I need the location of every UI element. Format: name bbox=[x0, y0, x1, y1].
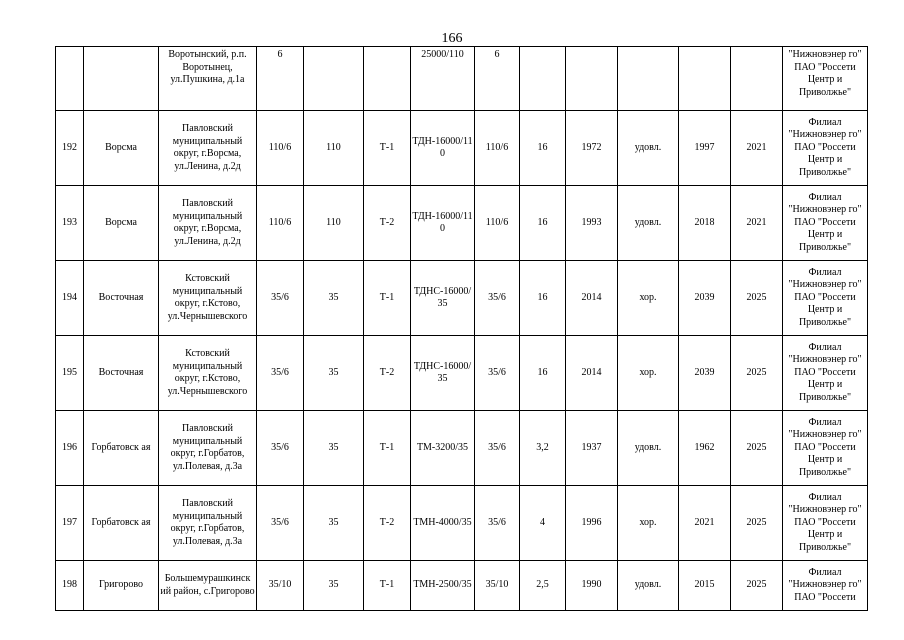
cell-trans-id: Т-2 bbox=[364, 486, 411, 561]
cell-year: 1990 bbox=[566, 561, 618, 611]
cell-address: Кстовский муниципальный округ, г.Кстово, ул.Чернышевского bbox=[159, 336, 257, 411]
cell-voltage: 35/10 bbox=[257, 561, 304, 611]
cell-trans-id: Т-1 bbox=[364, 111, 411, 186]
cell-name: Горбатовск ая bbox=[84, 411, 159, 486]
cell-v-upper: 35 bbox=[304, 561, 364, 611]
cell-name: Горбатовск ая bbox=[84, 486, 159, 561]
cell-year-plan bbox=[679, 47, 731, 111]
cell-type: ТДН-16000/110 bbox=[411, 111, 475, 186]
cell-type: ТДН-16000/110 bbox=[411, 186, 475, 261]
cell-year-plan: 1962 bbox=[679, 411, 731, 486]
cell-v-upper: 35 bbox=[304, 486, 364, 561]
cell-owner: Филиал "Нижновэнер го" ПАО "Россети Центр и Приволжье" bbox=[783, 186, 868, 261]
cell-power: 4 bbox=[520, 486, 566, 561]
cell-voltage: 110/6 bbox=[257, 111, 304, 186]
cell-voltage: 35/6 bbox=[257, 411, 304, 486]
cell-power: 16 bbox=[520, 261, 566, 336]
cell-v-upper: 110 bbox=[304, 111, 364, 186]
cell-voltage: 35/6 bbox=[257, 261, 304, 336]
cell-num: 193 bbox=[56, 186, 84, 261]
cell-address: Павловский муниципальный округ, г.Ворсма, ул.Ленина, д.2д bbox=[159, 111, 257, 186]
cell-type: ТМН-4000/35 bbox=[411, 486, 475, 561]
cell-trans-id: Т-2 bbox=[364, 336, 411, 411]
cell-year: 2014 bbox=[566, 336, 618, 411]
cell-power: 2,5 bbox=[520, 561, 566, 611]
cell-trans-id: Т-2 bbox=[364, 186, 411, 261]
cell-owner: Филиал "Нижновэнер го" ПАО "Россети bbox=[783, 561, 868, 611]
cell-num: 197 bbox=[56, 486, 84, 561]
cell-t-voltage: 35/6 bbox=[475, 486, 520, 561]
cell-t-voltage: 110/6 bbox=[475, 186, 520, 261]
cell-power: 3,2 bbox=[520, 411, 566, 486]
cell-owner: Филиал "Нижновэнер го" ПАО "Россети Центр и Приволжье" bbox=[783, 336, 868, 411]
cell-t-voltage: 35/6 bbox=[475, 336, 520, 411]
cell-owner: Филиал "Нижновэнер го" ПАО "Россети Центр и Приволжье" bbox=[783, 486, 868, 561]
cell-address: Павловский муниципальный округ, г.Ворсма, ул.Ленина, д.2д bbox=[159, 186, 257, 261]
cell-year-repl: 2025 bbox=[731, 261, 783, 336]
cell-state: хор. bbox=[618, 486, 679, 561]
cell-power: 16 bbox=[520, 336, 566, 411]
cell-name bbox=[84, 47, 159, 111]
cell-num: 192 bbox=[56, 111, 84, 186]
cell-owner: Филиал "Нижновэнер го" ПАО "Россети Центр и Приволжье" bbox=[783, 411, 868, 486]
cell-name: Восточная bbox=[84, 261, 159, 336]
cell-year-plan: 1997 bbox=[679, 111, 731, 186]
cell-year: 1993 bbox=[566, 186, 618, 261]
cell-address: Павловский муниципальный округ, г.Горбатов, ул.Полевая, д.3а bbox=[159, 486, 257, 561]
cell-voltage: 110/6 bbox=[257, 186, 304, 261]
cell-state: хор. bbox=[618, 336, 679, 411]
cell-trans-id: Т-1 bbox=[364, 261, 411, 336]
cell-year-plan: 2015 bbox=[679, 561, 731, 611]
cell-voltage: 35/6 bbox=[257, 486, 304, 561]
cell-power bbox=[520, 47, 566, 111]
cell-year-plan: 2039 bbox=[679, 261, 731, 336]
substation-table bbox=[55, 46, 868, 611]
cell-num bbox=[56, 47, 84, 111]
cell-year-plan: 2018 bbox=[679, 186, 731, 261]
cell-year-plan: 2039 bbox=[679, 336, 731, 411]
cell-year: 1937 bbox=[566, 411, 618, 486]
cell-t-voltage: 35/10 bbox=[475, 561, 520, 611]
cell-year-repl: 2021 bbox=[731, 186, 783, 261]
cell-type: 25000/110 bbox=[411, 47, 475, 111]
cell-address: Воротынский, р.п. Воротынец, ул.Пушкина, д.1а bbox=[159, 47, 257, 111]
cell-name: Восточная bbox=[84, 336, 159, 411]
cell-v-upper bbox=[304, 47, 364, 111]
cell-name: Ворсма bbox=[84, 111, 159, 186]
table-row bbox=[56, 336, 868, 411]
cell-type: ТДНС-16000/35 bbox=[411, 261, 475, 336]
cell-year-repl: 2025 bbox=[731, 486, 783, 561]
cell-voltage: 6 bbox=[257, 47, 304, 111]
cell-state: хор. bbox=[618, 261, 679, 336]
cell-v-upper: 35 bbox=[304, 411, 364, 486]
cell-trans-id: Т-1 bbox=[364, 411, 411, 486]
table-row bbox=[56, 186, 868, 261]
cell-trans-id bbox=[364, 47, 411, 111]
cell-state: удовл. bbox=[618, 111, 679, 186]
table-row bbox=[56, 47, 868, 111]
cell-year-repl: 2021 bbox=[731, 111, 783, 186]
cell-power: 16 bbox=[520, 186, 566, 261]
page-number: 166 bbox=[441, 31, 463, 46]
table-row bbox=[56, 411, 868, 486]
cell-v-upper: 35 bbox=[304, 336, 364, 411]
cell-state bbox=[618, 47, 679, 111]
cell-year-plan: 2021 bbox=[679, 486, 731, 561]
cell-num: 195 bbox=[56, 336, 84, 411]
cell-owner: "Нижновэнер го" ПАО "Россети Центр и Приволжье" bbox=[783, 47, 868, 111]
cell-year-repl bbox=[731, 47, 783, 111]
cell-year-repl: 2025 bbox=[731, 336, 783, 411]
cell-year: 2014 bbox=[566, 261, 618, 336]
cell-year bbox=[566, 47, 618, 111]
cell-state: удовл. bbox=[618, 561, 679, 611]
cell-year-repl: 2025 bbox=[731, 411, 783, 486]
table-row bbox=[56, 486, 868, 561]
cell-power: 16 bbox=[520, 111, 566, 186]
table-row bbox=[56, 111, 868, 186]
cell-voltage: 35/6 bbox=[257, 336, 304, 411]
cell-owner: Филиал "Нижновэнер го" ПАО "Россети Центр и Приволжье" bbox=[783, 261, 868, 336]
cell-t-voltage: 35/6 bbox=[475, 411, 520, 486]
cell-year-repl: 2025 bbox=[731, 561, 783, 611]
cell-t-voltage: 110/6 bbox=[475, 111, 520, 186]
cell-address: Павловский муниципальный округ, г.Горбатов, ул.Полевая, д.3а bbox=[159, 411, 257, 486]
cell-address: Большемурашкинск ий район, с.Григорово bbox=[159, 561, 257, 611]
table-row bbox=[56, 561, 868, 611]
cell-address: Кстовский муниципальный округ, г.Кстово, ул.Чернышевского bbox=[159, 261, 257, 336]
cell-year: 1996 bbox=[566, 486, 618, 561]
cell-num: 194 bbox=[56, 261, 84, 336]
cell-state: удовл. bbox=[618, 411, 679, 486]
cell-v-upper: 35 bbox=[304, 261, 364, 336]
cell-type: ТМ-3200/35 bbox=[411, 411, 475, 486]
cell-state: удовл. bbox=[618, 186, 679, 261]
cell-owner: Филиал "Нижновэнер го" ПАО "Россети Центр и Приволжье" bbox=[783, 111, 868, 186]
cell-num: 196 bbox=[56, 411, 84, 486]
cell-type: ТМН-2500/35 bbox=[411, 561, 475, 611]
cell-type: ТДНС-16000/35 bbox=[411, 336, 475, 411]
cell-year: 1972 bbox=[566, 111, 618, 186]
cell-t-voltage: 35/6 bbox=[475, 261, 520, 336]
cell-t-voltage: 6 bbox=[475, 47, 520, 111]
cell-name: Ворсма bbox=[84, 186, 159, 261]
cell-trans-id: Т-1 bbox=[364, 561, 411, 611]
cell-num: 198 bbox=[56, 561, 84, 611]
cell-name: Григорово bbox=[84, 561, 159, 611]
cell-v-upper: 110 bbox=[304, 186, 364, 261]
table-row bbox=[56, 261, 868, 336]
